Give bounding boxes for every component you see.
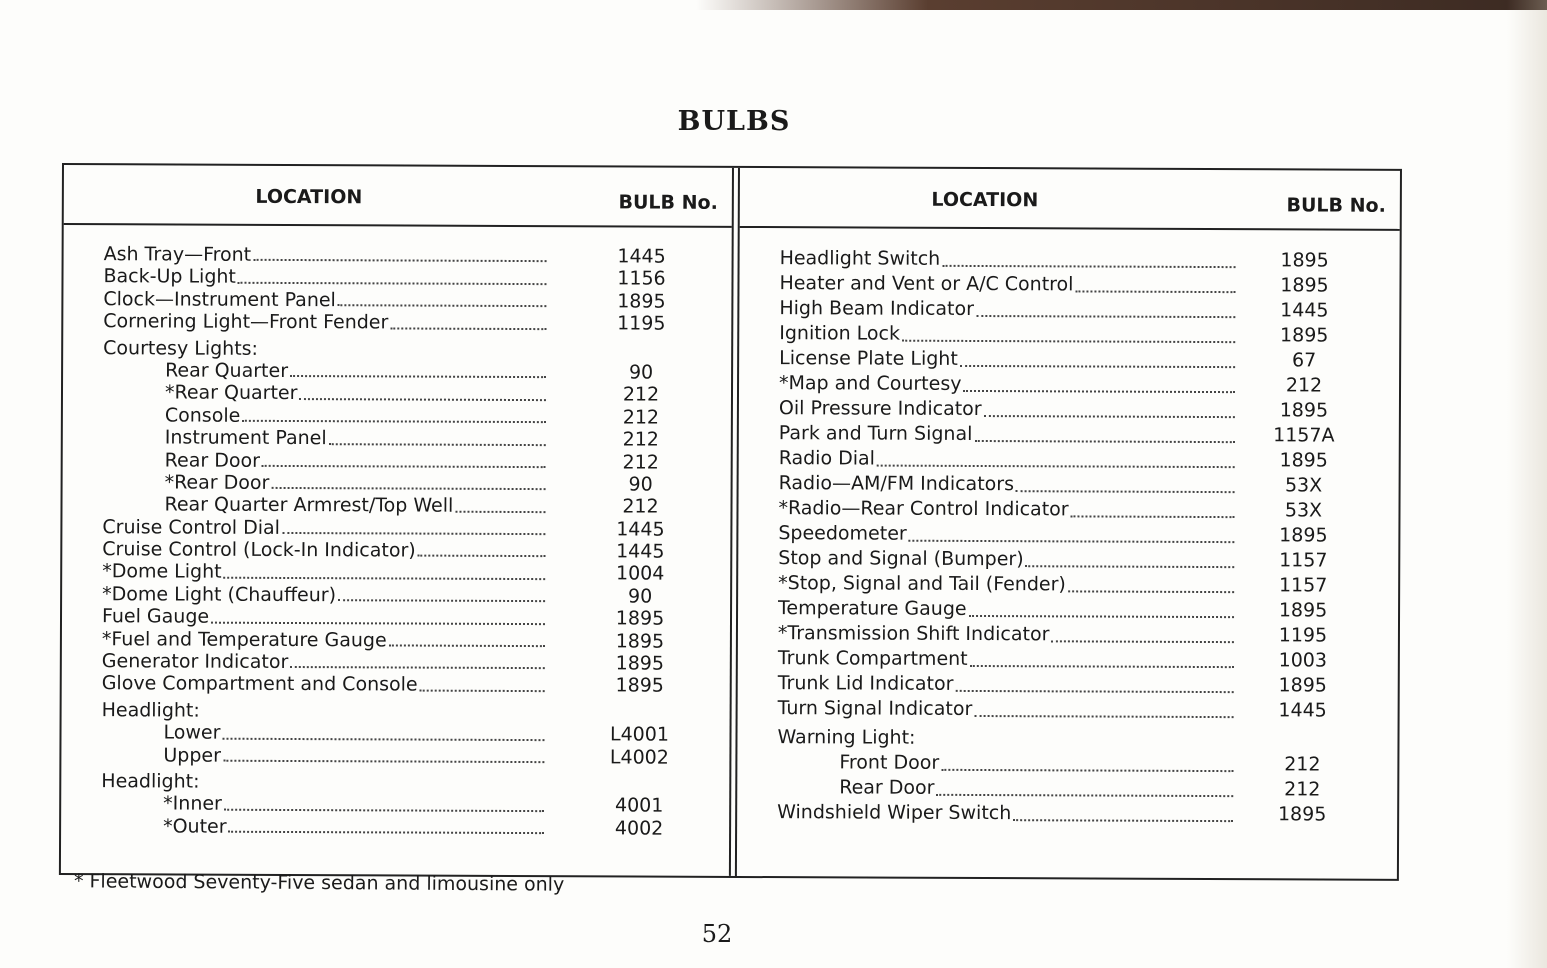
table-row: [102, 538, 700, 563]
dot-leader: [290, 666, 545, 669]
bulb-number-cell: 90: [628, 361, 654, 384]
bulb-number-cell: 1895: [615, 630, 665, 653]
table-row: [779, 421, 1369, 449]
table-row: [104, 243, 702, 268]
group-header-row: [101, 770, 699, 795]
dot-leader: [390, 327, 546, 330]
dot-leader: [941, 769, 1233, 772]
bulb-number-cell: 1445: [616, 518, 665, 541]
table-row: [777, 775, 1367, 803]
bulb-number-cell: 1895: [615, 652, 665, 675]
dot-leader: [909, 540, 1235, 543]
page-number: 52: [701, 920, 733, 948]
table-row: [779, 346, 1369, 374]
dot-leader: [338, 599, 545, 602]
dot-leader: [222, 737, 544, 740]
bulb-number-cell: 1195: [617, 312, 666, 335]
table-row: [103, 382, 701, 407]
table-row: [103, 449, 701, 474]
location-cell: *Outer: [163, 815, 227, 838]
dot-leader: [877, 465, 1235, 469]
dot-leader: [282, 532, 545, 535]
page-title: BULBS: [677, 106, 791, 137]
bulb-number-cell: 1895: [615, 674, 664, 698]
bulb-number-cell: 1895: [617, 290, 666, 313]
dot-leader: [969, 615, 1234, 618]
location-cell: Speedometer: [778, 522, 907, 545]
location-cell: *Transmission Shift Indicator: [777, 622, 1050, 646]
bulb-number-cell: 1157A: [1273, 424, 1335, 447]
dot-leader: [418, 555, 546, 558]
dot-leader: [202, 717, 545, 718]
table-row: [778, 696, 1368, 724]
table-row: [778, 571, 1368, 599]
location-cell: *Rear Quarter: [164, 381, 298, 405]
bulb-number-cell: 1895: [1280, 274, 1329, 297]
location-cell: Rear Door: [164, 448, 260, 472]
bulb-number-cell: 1445: [617, 245, 666, 268]
location-cell: Fuel Gauge: [101, 605, 210, 628]
table-row: [101, 815, 699, 840]
location-cell: Park and Turn Signal: [778, 422, 973, 445]
table-row: [779, 321, 1369, 349]
dot-leader: [299, 398, 546, 401]
dot-leader: [917, 746, 1233, 747]
table-row: [102, 650, 700, 675]
dot-leader: [211, 621, 545, 624]
bulb-number-cell: 53X: [1284, 499, 1323, 522]
location-cell: Rear Quarter: [165, 359, 289, 382]
bulb-number-cell: 90: [628, 473, 653, 496]
dot-leader: [224, 577, 546, 580]
dot-leader: [974, 440, 1234, 443]
table-row: [103, 266, 701, 291]
dot-leader: [290, 375, 546, 378]
location-cell: Rear Quarter Armrest/Top Well: [164, 493, 454, 517]
table-row: [778, 496, 1368, 524]
table-row: [103, 404, 701, 429]
table-row: [102, 673, 700, 698]
footnote: * Fleetwood Seventy-Five sedan and limousine only: [73, 870, 565, 896]
dot-leader: [271, 487, 545, 490]
location-cell: Headlight Switch: [779, 247, 941, 270]
location-cell: Radio Dial: [778, 447, 876, 470]
bulb-number-cell: 1157: [1279, 549, 1328, 572]
table-row: [777, 750, 1367, 778]
bulb-number-cell: 1895: [1277, 803, 1327, 826]
bulb-number-cell: 212: [622, 428, 659, 451]
bulb-number-cell: 212: [622, 383, 660, 406]
dot-leader: [329, 443, 546, 446]
location-cell: Cruise Control (Lock-In Indicator): [102, 538, 416, 562]
table-row: [778, 671, 1368, 699]
table-row: [103, 359, 701, 384]
table-row: [102, 628, 700, 653]
bulb-number-cell: 1157: [1278, 574, 1328, 597]
table-row: [778, 646, 1368, 674]
bulb-number-cell: 1895: [1280, 324, 1329, 347]
right-panel: [735, 168, 1400, 879]
table-row: [778, 546, 1368, 574]
table-row: [779, 471, 1369, 499]
page-edge-shading: [1507, 0, 1547, 968]
dot-leader: [1071, 515, 1235, 518]
location-cell: *Rear Door: [164, 471, 270, 494]
location-cell: *Map and Courtesy: [778, 372, 962, 395]
table-row: [778, 621, 1368, 649]
location-cell: Glove Compartment and Console: [101, 672, 418, 696]
table-row: [102, 561, 700, 586]
location-cell: Ignition Lock: [779, 322, 901, 345]
group-header-row: [103, 337, 701, 362]
table-row: [103, 288, 701, 313]
location-cell: High Beam Indicator: [779, 297, 975, 320]
bulb-number-cell: 1895: [1278, 674, 1327, 697]
dot-leader: [338, 304, 547, 307]
bulb-no-header: BULB No.: [1286, 194, 1386, 217]
table-row: [780, 246, 1370, 274]
table-row: [102, 516, 700, 541]
table-row: [102, 583, 700, 608]
dot-leader: [262, 465, 546, 468]
dot-leader: [974, 715, 1233, 718]
table-row: [103, 310, 701, 335]
bulb-number-cell: 1895: [1278, 599, 1328, 622]
bulb-number-cell: 1003: [1278, 649, 1328, 672]
dot-leader: [224, 808, 544, 811]
dot-leader: [389, 644, 545, 647]
dot-leader: [963, 390, 1235, 393]
dot-leader: [201, 788, 544, 789]
left-panel: [61, 165, 734, 876]
dot-leader: [253, 259, 546, 262]
bulb-number-cell: 1895: [1279, 449, 1328, 472]
location-header: LOCATION: [931, 188, 1039, 212]
bulb-number-cell: 1445: [1280, 299, 1329, 322]
location-cell: License Plate Light: [779, 347, 958, 370]
bulb-no-header: BULB No.: [618, 191, 718, 214]
dot-leader: [1016, 490, 1235, 493]
bulb-number-cell: 212: [622, 450, 659, 474]
table-row: [103, 426, 701, 451]
location-cell: Instrument Panel: [164, 426, 327, 450]
right-rows: [777, 246, 1370, 828]
bulb-number-cell: 212: [622, 495, 659, 518]
location-cell: Heater and Vent or A/C Control: [779, 272, 1074, 296]
dot-leader: [223, 760, 544, 763]
table-row: [779, 271, 1369, 299]
bulb-number-cell: 1195: [1278, 624, 1328, 647]
dot-leader: [229, 831, 545, 834]
location-cell: Temperature Gauge: [778, 597, 967, 620]
location-header: LOCATION: [255, 185, 363, 209]
location-cell: Stop and Signal (Bumper): [778, 547, 1024, 571]
table-row: [101, 721, 699, 746]
bulbs-table: [59, 163, 1402, 881]
location-cell: Headlight:: [101, 770, 200, 793]
left-rows: [101, 243, 702, 840]
location-cell: Console: [164, 404, 241, 427]
table-row: [101, 744, 699, 769]
bulb-number-cell: 53X: [1284, 474, 1323, 497]
dot-leader: [1068, 590, 1234, 593]
location-cell: Oil Pressure Indicator: [778, 397, 982, 421]
table-row: [778, 596, 1368, 624]
dot-leader: [242, 420, 546, 423]
bulb-number-cell: 212: [622, 406, 660, 429]
dot-leader: [960, 365, 1235, 368]
dot-leader: [976, 315, 1235, 318]
bulb-number-cell: 1895: [1280, 249, 1329, 272]
dot-leader: [984, 415, 1235, 418]
bulb-number-cell: 1895: [615, 607, 665, 630]
table-row: [778, 521, 1368, 549]
location-cell: *Stop, Signal and Tail (Fender): [778, 572, 1066, 596]
bulb-number-cell: 4002: [614, 817, 664, 840]
group-header-row: [102, 699, 700, 724]
bulb-number-cell: 90: [627, 585, 653, 608]
dot-leader: [942, 265, 1235, 268]
location-cell: Radio—AM/FM Indicators: [778, 472, 1015, 496]
bulb-number-cell: 212: [1285, 374, 1323, 397]
location-cell: Upper: [163, 744, 221, 767]
bulb-number-cell: 1895: [1279, 524, 1328, 547]
location-cell: Ash Tray—Front: [103, 243, 252, 266]
bulb-number-cell: L4002: [609, 745, 669, 769]
bulb-number-cell: L4001: [609, 723, 670, 746]
dot-leader: [1026, 565, 1235, 568]
location-cell: Generator Indicator: [101, 650, 289, 674]
right-header: [740, 168, 1400, 231]
group-header-row: [777, 725, 1367, 753]
bulb-number-cell: 212: [1284, 778, 1321, 801]
table-row: [779, 446, 1369, 474]
bulb-number-cell: 1895: [1279, 399, 1329, 422]
location-cell: Lower: [163, 721, 221, 744]
location-cell: Trunk Compartment: [777, 647, 968, 670]
location-cell: Cruise Control Dial: [102, 515, 281, 539]
dot-leader: [260, 355, 546, 356]
location-cell: Windshield Wiper Switch: [777, 801, 1012, 825]
location-cell: Rear Door: [839, 776, 935, 799]
location-cell: Warning Light:: [777, 726, 916, 749]
dot-leader: [970, 665, 1234, 668]
bulb-number-cell: 1445: [616, 540, 665, 563]
bulb-number-cell: 1445: [1278, 699, 1327, 722]
scan-edge-strip: [0, 0, 1547, 10]
location-cell: Turn Signal Indicator: [777, 697, 973, 720]
dot-leader: [1013, 819, 1233, 822]
table-row: [777, 800, 1367, 828]
dot-leader: [902, 340, 1235, 343]
location-cell: Courtesy Lights:: [103, 336, 259, 360]
bulb-number-cell: 212: [1284, 753, 1321, 776]
location-cell: Clock—Instrument Panel: [103, 287, 336, 311]
table-row: [779, 396, 1369, 424]
location-cell: Cornering Light—Front Fender: [103, 310, 389, 334]
dot-leader: [936, 794, 1233, 797]
table-row: [779, 296, 1369, 324]
bulb-number-cell: 1156: [617, 267, 666, 291]
bulb-number-cell: 4001: [614, 794, 664, 817]
bulb-number-cell: 1004: [615, 562, 665, 586]
location-cell: *Fuel and Temperature Gauge: [101, 627, 387, 652]
bulb-number-cell: 67: [1292, 349, 1317, 372]
location-cell: Front Door: [839, 751, 940, 774]
location-cell: *Inner: [163, 792, 222, 816]
table-row: [779, 371, 1369, 399]
table-row: [102, 493, 700, 518]
dot-leader: [420, 689, 545, 692]
table-row: [102, 605, 700, 630]
location-cell: Back-Up Light: [103, 265, 236, 289]
table-row: [101, 793, 699, 818]
dot-leader: [455, 510, 545, 512]
location-cell: Trunk Lid Indicator: [777, 672, 954, 695]
location-cell: *Dome Light (Chauffeur): [102, 583, 337, 607]
dot-leader: [238, 282, 547, 285]
left-header: [64, 165, 732, 228]
location-cell: *Dome Light: [102, 560, 222, 584]
table-row: [103, 471, 701, 496]
location-cell: *Radio—Rear Control Indicator: [778, 497, 1069, 521]
dot-leader: [1075, 290, 1235, 293]
dot-leader: [1051, 640, 1234, 643]
location-cell: Headlight:: [101, 698, 200, 722]
dot-leader: [955, 690, 1233, 693]
